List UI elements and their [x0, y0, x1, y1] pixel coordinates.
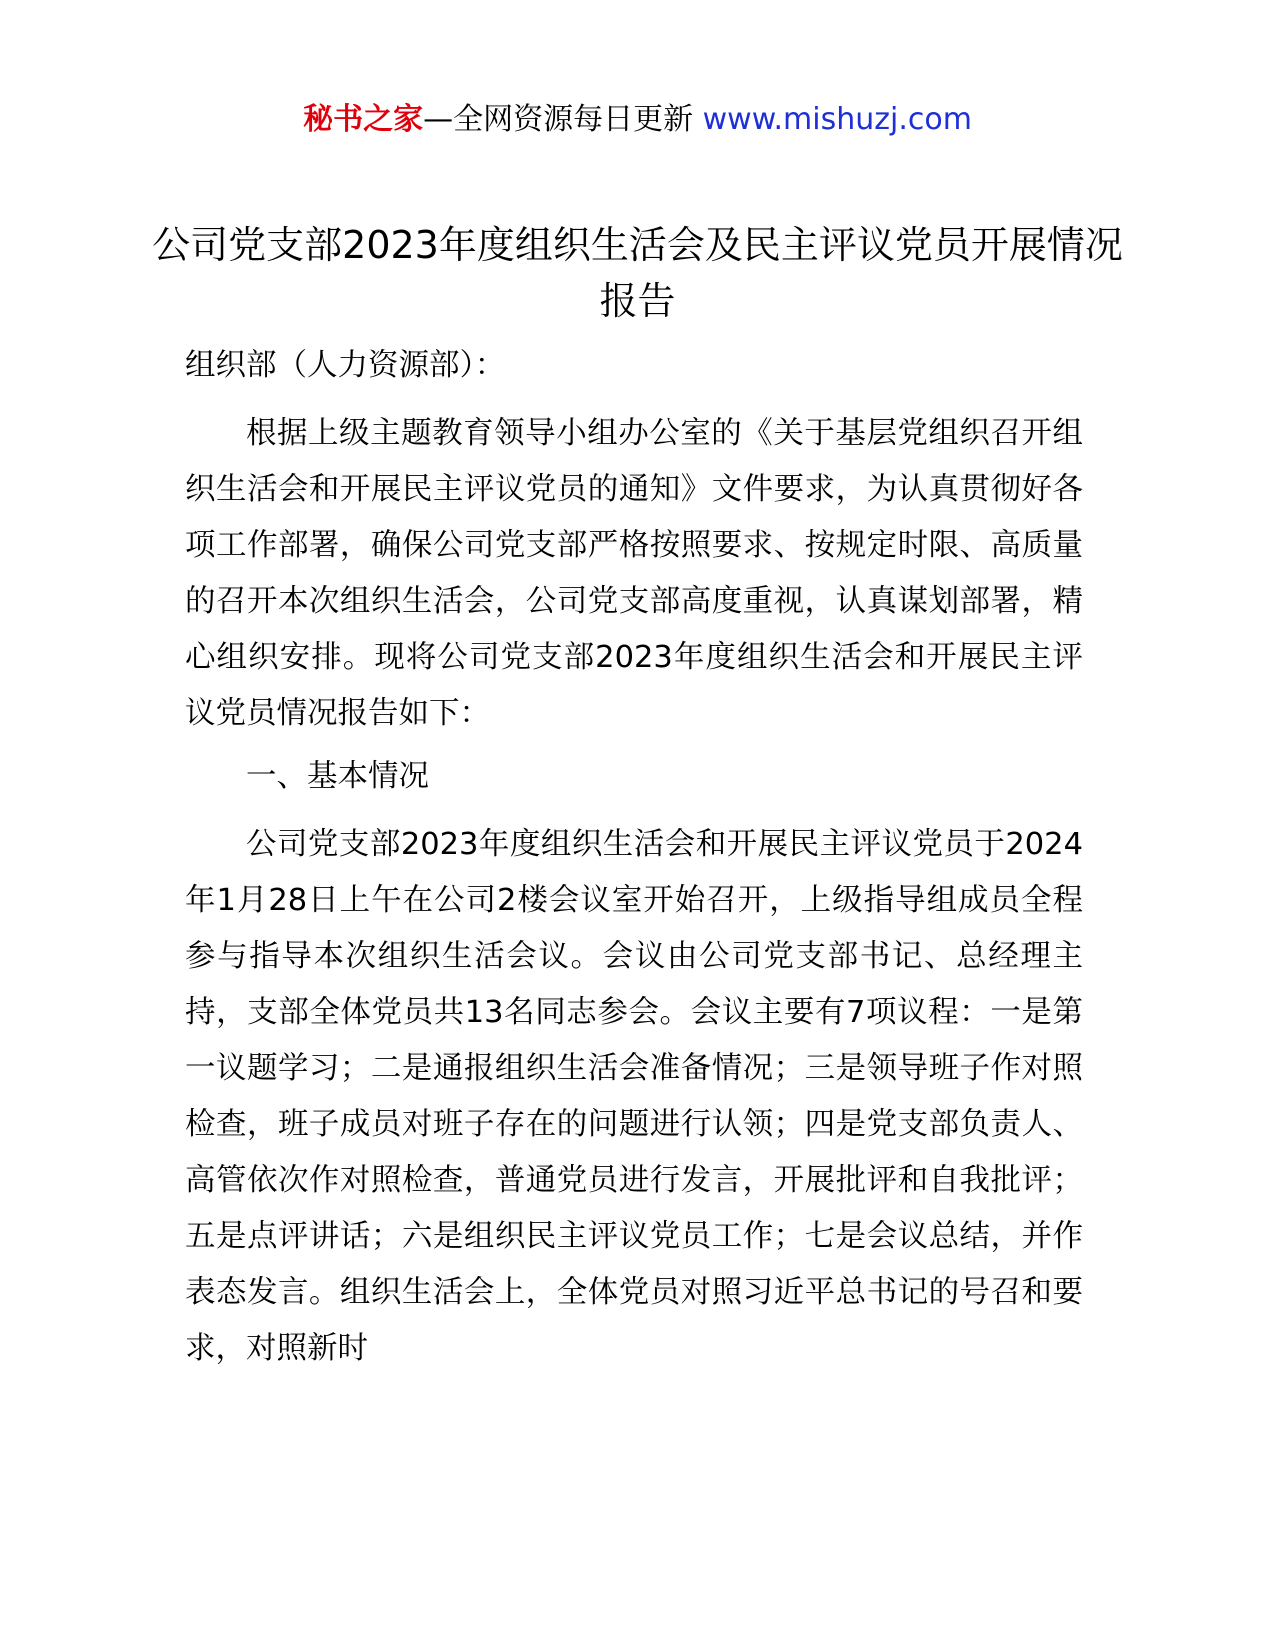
- document-title: 公司党支部2023年度组织生活会及民主评议党员开展情况报告: [152, 223, 1123, 323]
- paragraph-intro: 根据上级主题教育领导小组办公室的《关于基层党组织召开组织生活会和开展民主评议党员的通知》文件要求，为认真贯彻好各项工作部署，确保公司党支部严格按照要求、按规定时限、高质量的召开本次组织生活会，公司党支部高度重视，认真谋划部署，精心组织安排。现将公司党支部2023年度组织生活会和开展民主评议党员情况报告如下：: [185, 416, 1083, 731]
- salutation: 组织部（人力资源部）：: [185, 348, 506, 383]
- section-heading-basic-situation: 一、基本情况: [246, 759, 429, 794]
- paragraph-basic-situation: 公司党支部2023年度组织生活会和开展民主评议党员于2024年1月28日上午在公司2楼会议室开始召开，上级指导组成员全程参与指导本次组织生活会议。会议由公司党支部书记、总经理主持，支部全体党员共13名同志参会。会议主要有7项议程：一是第一议题学习；二是通报组织生活会准备情况；三是领导班子作对照检查，班子成员对班子存在的问题进行认领；四是党支部负责人、高管依次作对照检查，普通党员进行发言，开展批评和自我批评；五是点评讲话；六是组织民主评议党员工作；七是会议总结，并作表态发言。组织生活会上，全体党员对照习近平总书记的号召和要求，对照新时: [185, 827, 1083, 1366]
- site-tagline: —全网资源每日更新: [423, 102, 703, 137]
- site-url-link[interactable]: www.mishuzj.com: [702, 102, 972, 137]
- site-name: 秘书之家: [303, 102, 424, 137]
- site-header: [0, 100, 1275, 140]
